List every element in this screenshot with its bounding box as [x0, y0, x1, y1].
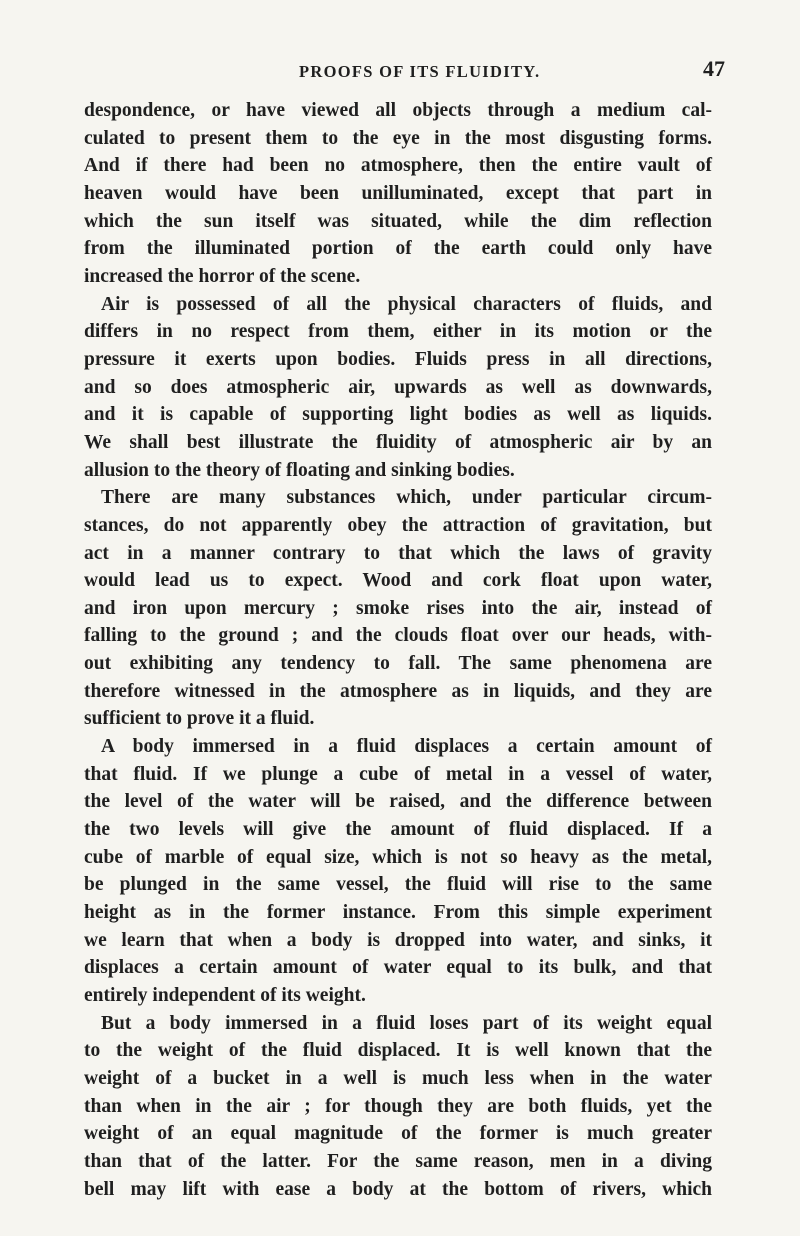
paragraph-last-line: entirely independent of its weight.	[84, 985, 366, 1006]
text-line: weight of an equal magnitude of the former is much greater	[84, 1123, 712, 1145]
text-line: be plunged in the same vessel, the fluid will rise to the same	[84, 874, 712, 896]
paragraph-first-line: But a body immersed in a fluid loses part of its weight equal	[101, 1012, 712, 1034]
text-line: bell may lift with ease a body at the bottom of rivers, which	[84, 1178, 712, 1200]
text-line: and it is capable of supporting light bodies as well as liquids.	[84, 404, 712, 426]
paragraph-last-line: sufficient to prove it a fluid.	[84, 708, 315, 730]
text-line: and iron upon mercury ; smoke rises into the air, instead of	[84, 597, 712, 619]
text-line: cube of marble of equal size, which is not so heavy as the metal,	[84, 846, 712, 868]
paragraph-last-line: increased the horror of the scene.	[84, 265, 361, 287]
text-line: We shall best illustrate the fluidity of atmospheric air by an	[84, 431, 712, 453]
text-line: the two levels will give the amount of fluid displaced. If a	[84, 819, 712, 841]
text-line: than when in the air ; for though they are both fluids, yet the	[84, 1095, 712, 1117]
text-line: pressure it exerts upon bodies. Fluids press in all directions,	[84, 348, 712, 370]
text-line: that fluid. If we plunge a cube of metal in a vessel of water,	[84, 763, 712, 785]
text-line: to the weight of the fluid displaced. It is well known that the	[84, 1040, 712, 1062]
text-line: And if there had been no atmosphere, then the entire vault of	[84, 155, 712, 177]
text-line: displaces a certain amount of water equal to its bulk, and that	[84, 957, 712, 979]
paragraph-first-line: Air is possessed of all the physical characters of fluids, and	[101, 293, 712, 315]
text-line: height as in the former instance. From this simple experiment	[84, 902, 712, 924]
text-line: differs in no respect from them, either in its motion or the	[84, 321, 712, 343]
paragraph-first-line: A body immersed in a fluid displaces a certain amount of	[101, 736, 712, 758]
text-line: culated to present them to the eye in the most disgusting forms.	[84, 127, 712, 149]
text-line: we learn that when a body is dropped into water, and sinks, it	[84, 929, 712, 951]
body-text	[84, 97, 712, 1203]
text-line: than that of the latter. For the same reason, men in a diving	[84, 1150, 712, 1172]
text-line: falling to the ground ; and the clouds float over our heads, with-	[84, 625, 712, 647]
text-line: act in a manner contrary to that which the laws of gravity	[84, 542, 712, 564]
text-line: despondence, or have viewed all objects through a medium cal-	[84, 100, 712, 121]
text-line: heaven would have been unilluminated, except that part in	[84, 182, 712, 204]
text-line: from the illuminated portion of the earth could only have	[84, 238, 712, 260]
text-line: which the sun itself was situated, while the dim reflection	[84, 210, 712, 232]
paragraph-last-line: allusion to the theory of floating and sinking bodies.	[84, 459, 515, 481]
text-line: stances, do not apparently obey the attraction of gravitation, but	[84, 514, 712, 536]
paragraph-first-line: There are many substances which, under particular circum-	[101, 487, 712, 509]
page-number: 47	[703, 56, 725, 81]
text-line: and so does atmospheric air, upwards as well as downwards,	[84, 376, 712, 398]
running-head: PROOFS OF ITS FLUIDITY.	[299, 62, 541, 81]
text-line: out exhibiting any tendency to fall. The same phenomena are	[84, 653, 712, 675]
text-line: would lead us to expect. Wood and cork float upon water,	[84, 570, 712, 592]
text-line: weight of a bucket in a well is much less when in the water	[84, 1067, 712, 1089]
text-line: the level of the water will be raised, and the difference between	[84, 791, 712, 813]
text-line: therefore witnessed in the atmosphere as in liquids, and they are	[84, 680, 712, 702]
